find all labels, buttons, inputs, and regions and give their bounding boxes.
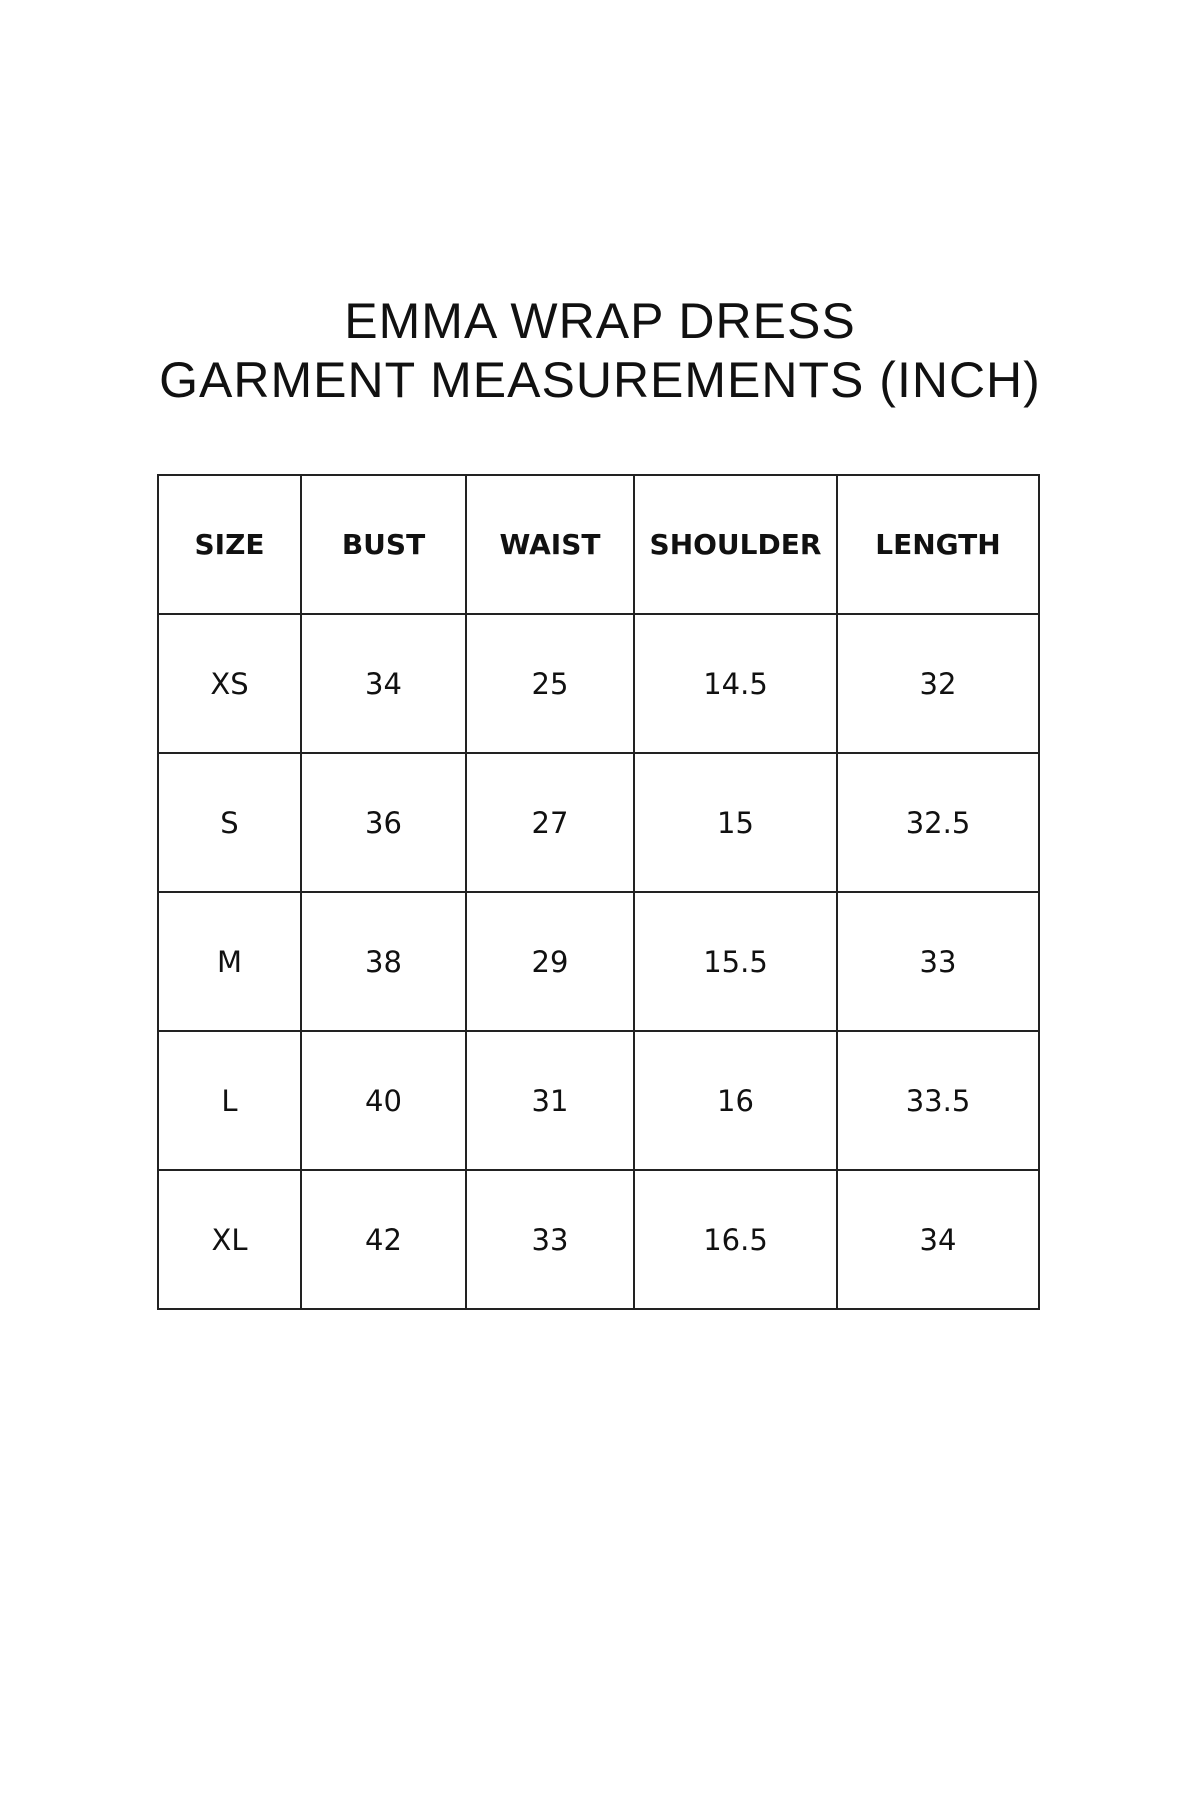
cell-length: 33.5 [837, 1031, 1039, 1170]
cell-length: 33 [837, 892, 1039, 1031]
chart-title [0, 292, 1200, 410]
header-size: SIZE [158, 475, 301, 614]
title-product-name: EMMA WRAP DRESS [344, 293, 856, 349]
cell-shoulder: 15.5 [634, 892, 837, 1031]
cell-shoulder: 16.5 [634, 1170, 837, 1309]
cell-bust: 34 [301, 614, 466, 753]
cell-shoulder: 15 [634, 753, 837, 892]
cell-size: XS [158, 614, 301, 753]
cell-waist: 27 [466, 753, 634, 892]
table-row [158, 1031, 1039, 1170]
cell-waist: 31 [466, 1031, 634, 1170]
cell-bust: 42 [301, 1170, 466, 1309]
cell-bust: 38 [301, 892, 466, 1031]
cell-length: 32 [837, 614, 1039, 753]
table-row [158, 614, 1039, 753]
header-bust: BUST [301, 475, 466, 614]
cell-size: M [158, 892, 301, 1031]
cell-length: 34 [837, 1170, 1039, 1309]
cell-length: 32.5 [837, 753, 1039, 892]
table-row [158, 753, 1039, 892]
cell-waist: 33 [466, 1170, 634, 1309]
cell-size: L [158, 1031, 301, 1170]
measurements-table [157, 474, 1040, 1310]
cell-size: S [158, 753, 301, 892]
cell-shoulder: 16 [634, 1031, 837, 1170]
table-row [158, 1170, 1039, 1309]
header-waist: WAIST [466, 475, 634, 614]
cell-waist: 25 [466, 614, 634, 753]
title-subtitle: GARMENT MEASUREMENTS (INCH) [159, 352, 1041, 408]
table-row [158, 892, 1039, 1031]
header-row [158, 475, 1039, 614]
cell-size: XL [158, 1170, 301, 1309]
header-length: LENGTH [837, 475, 1039, 614]
cell-waist: 29 [466, 892, 634, 1031]
cell-shoulder: 14.5 [634, 614, 837, 753]
cell-bust: 40 [301, 1031, 466, 1170]
cell-bust: 36 [301, 753, 466, 892]
header-shoulder: SHOULDER [634, 475, 837, 614]
